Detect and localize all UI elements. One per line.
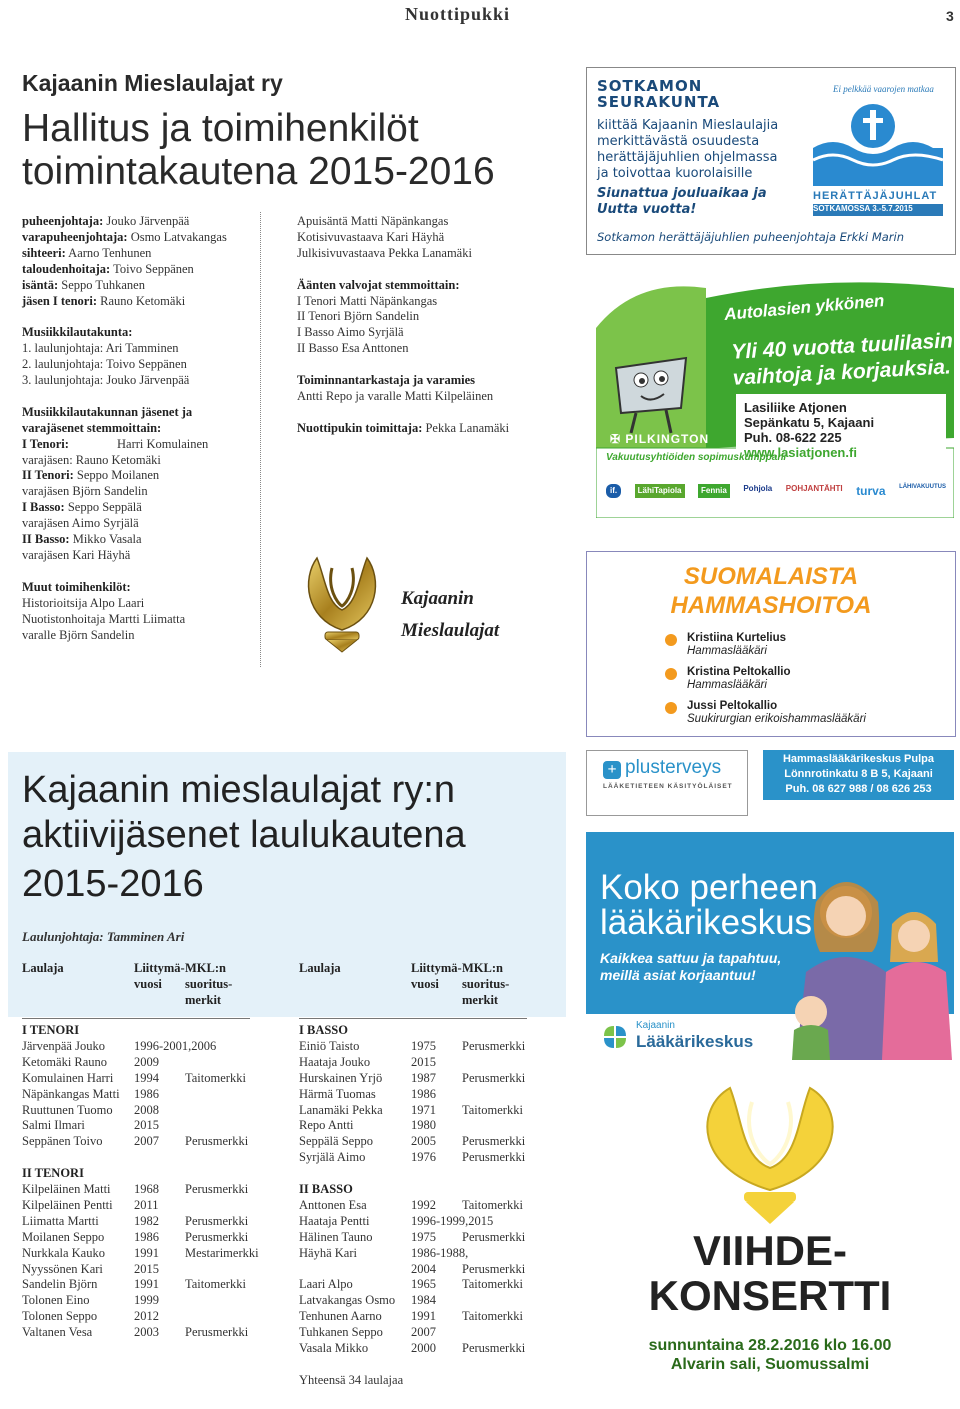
join-year: 2011 bbox=[134, 1197, 159, 1212]
ad-sotkamo: SOTKAMON SEURAKUNTA kiittää Kajaanin Mieslaulajia merkittävästä osuudesta herättäjäjuhlien ohjelmassa ja toivottaa kuorolaisille Siunattua jouluaikaa ja Uutta vuotta! Ei pelkkää vaarojen matkaa HERÄTTÄJÄJUHLAT SOTKAMOSSA 3.-5.7.2015 Sotkamon herättäjäjuhlien puheenjohtaja Erkki Marin bbox=[586, 67, 956, 255]
table-row bbox=[299, 1341, 525, 1357]
dentist-item: Kristiina Kurtelius Hammaslääkäri bbox=[687, 632, 866, 666]
laakarikeskus-logo-icon bbox=[600, 1022, 630, 1052]
badge: Perusmerkki bbox=[185, 1213, 249, 1228]
table-header: Laulaja Liittymä-MKL:n vuosi suoritus- merkit bbox=[299, 961, 510, 1007]
members-table-left bbox=[22, 1023, 259, 1341]
badge: Taitomerkki bbox=[462, 1102, 523, 1117]
table-row bbox=[299, 1325, 525, 1341]
table-row bbox=[22, 1103, 259, 1119]
table-row bbox=[22, 1071, 259, 1087]
singer-name: Haataja Pentti bbox=[299, 1213, 370, 1228]
dentist-item: Kristina Peltokallio Hammaslääkäri bbox=[687, 666, 866, 700]
members-total: Yhteensä 34 laulajaa bbox=[299, 1373, 404, 1387]
singer-name: Seppälä Seppo bbox=[299, 1134, 373, 1149]
join-year: 2012 bbox=[134, 1309, 159, 1324]
table-row bbox=[299, 1103, 525, 1119]
table-rule bbox=[299, 1018, 527, 1019]
member-line: varajäsen Kari Häyhä bbox=[22, 548, 131, 562]
join-year: 1986 bbox=[411, 1086, 436, 1101]
members-table-right bbox=[299, 1023, 525, 1357]
join-year: 1991 bbox=[411, 1309, 436, 1324]
singer-name: Salmi Ilmari bbox=[22, 1118, 85, 1133]
section-heading: Muut toimihenkilöt: bbox=[22, 579, 131, 594]
section-heading: Äänten valvojat stemmoittain: bbox=[297, 277, 460, 292]
badge: Taitomerkki bbox=[185, 1070, 246, 1085]
badge: Perusmerkki bbox=[462, 1134, 526, 1149]
singer-name: Kilpeläinen Matti bbox=[22, 1182, 111, 1197]
table-header: Laulaja Liittymä-MKL:n vuosi suoritus- merkit bbox=[22, 961, 233, 1007]
ad-viihdekonsertti: VIIHDE- KONSERTTI sunnuntaina 28.2.2016 klo 16.00 Alvarin sali, Suomussalmi bbox=[586, 1068, 954, 1402]
join-year: 1996-1999,2015 bbox=[411, 1213, 494, 1228]
singer-name: Hälinen Tauno bbox=[299, 1229, 373, 1244]
join-year: 1996-2001,2006 bbox=[134, 1038, 217, 1053]
join-year: 1994 bbox=[134, 1070, 159, 1085]
badge: Perusmerkki bbox=[462, 1261, 526, 1276]
table-row bbox=[22, 1118, 259, 1134]
singer-name: Vasala Mikko bbox=[299, 1341, 369, 1356]
table-row bbox=[22, 1214, 259, 1230]
title-line: Hallitus ja toimihenkilöt bbox=[22, 107, 419, 150]
badge: Perusmerkki bbox=[462, 1150, 526, 1165]
member-line: varajäsen Björn Sandelin bbox=[22, 484, 148, 499]
join-year: 2015 bbox=[134, 1118, 159, 1133]
section-heading: Musiikkilautakunnan jäsenet ja bbox=[22, 404, 193, 419]
table-row bbox=[22, 1134, 259, 1150]
page-number: 3 bbox=[946, 8, 954, 24]
singer-name: Repo Antti bbox=[299, 1118, 354, 1133]
table-row bbox=[299, 1055, 525, 1071]
singer-name: Valtanen Vesa bbox=[22, 1325, 93, 1340]
table-row bbox=[299, 1071, 525, 1087]
table-row bbox=[299, 1262, 525, 1278]
join-year: 2004 bbox=[411, 1261, 436, 1276]
board-line: puheenjohtaja: Jouko Järvenpää bbox=[22, 214, 190, 228]
badge: Perusmerkki bbox=[185, 1182, 249, 1197]
singer-name: Liimatta Martti bbox=[22, 1213, 99, 1228]
auditor-line: Antti Repo ja varalle Matti Kilpeläinen bbox=[297, 388, 494, 403]
table-row bbox=[22, 1262, 259, 1278]
join-year: 1991 bbox=[134, 1245, 159, 1260]
badge: Perusmerkki bbox=[462, 1038, 526, 1053]
singer-name: Seppänen Toivo bbox=[22, 1134, 103, 1149]
badge: Perusmerkki bbox=[462, 1229, 526, 1244]
official-line: Nuotistonhoitaja Martti Liimatta bbox=[22, 611, 186, 626]
singer-name: Tolonen Eino bbox=[22, 1293, 90, 1308]
join-year: 1982 bbox=[134, 1213, 159, 1228]
singer-name: Anttonen Esa bbox=[299, 1197, 367, 1212]
table-row bbox=[299, 1293, 525, 1309]
badge: Taitomerkki bbox=[462, 1309, 523, 1324]
singer-name: Näpänkangas Matti bbox=[22, 1086, 120, 1101]
singer-name: Laari Alpo bbox=[299, 1277, 353, 1292]
table-row bbox=[299, 1230, 525, 1246]
singer-name: Ketomäki Rauno bbox=[22, 1054, 108, 1069]
badge: Taitomerkki bbox=[462, 1277, 523, 1292]
singer-name: Tenhunen Aarno bbox=[299, 1309, 382, 1324]
plusterveys-logo: + plusterveys LÄÄKETIETEEN KÄSITYÖLÄISET bbox=[586, 750, 748, 816]
table-row bbox=[22, 1277, 259, 1293]
ad-autolasi: Autolasien ykkönen Yli 40 vuotta tuulilasin vaihtoja ja korjauksia. Lasiliike Atjonen Sepänkatu 5, Kajaani Puh. 08-622 225 www.lasiatjonen.fi ✠ PILKINGTON Vakuutusyhtiöiden sopimuskumppani if. LähiTapiola Fennia Pohjola POHJANTÄHTI turva LÄHIVAKUUTUS bbox=[596, 278, 954, 518]
singer-name: Lanamäki Pekka bbox=[299, 1102, 383, 1117]
singer-name: Härmä Tuomas bbox=[299, 1086, 376, 1101]
voice-line: I Tenori Matti Näpänkangas bbox=[297, 293, 438, 308]
table-row bbox=[22, 1087, 259, 1103]
logo-text: Kajaanin bbox=[401, 588, 474, 609]
logo-text: Mieslaulajat bbox=[401, 620, 500, 641]
join-year: 1965 bbox=[411, 1277, 436, 1292]
singer-name: Sandelin Björn bbox=[22, 1277, 98, 1292]
join-year: 1971 bbox=[411, 1102, 436, 1117]
board-line: isäntä: Seppo Tuhkanen bbox=[22, 277, 145, 292]
table-row bbox=[22, 1055, 259, 1071]
join-year: 2003 bbox=[134, 1325, 159, 1340]
pulpa-contact: Hammaslääkärikeskus Pulpa Lönnrotinkatu 8 B 5, Kajaani Puh. 08 627 988 / 08 626 253 bbox=[763, 750, 954, 800]
ad-hammashoito: SUOMALAISTA HAMMASHOITOA Kristiina Kurtelius Hammaslääkäri Kristina Peltokallio Hammaslääkäri Jussi Peltokallio Suukirurgian erikoishammaslääkäri bbox=[586, 551, 956, 737]
join-year: 1999 bbox=[134, 1293, 159, 1308]
singer-name: Einiö Taisto bbox=[299, 1038, 360, 1053]
badge: Perusmerkki bbox=[462, 1341, 526, 1356]
committee-line: 2. laulunjohtaja: Toivo Seppänen bbox=[22, 357, 187, 372]
members-title: Kajaanin mieslaulajat ry:n aktiivijäsenet laulukautena 2015-2016 bbox=[22, 769, 466, 905]
singer-name: Haataja Jouko bbox=[299, 1054, 371, 1069]
table-row bbox=[299, 1246, 525, 1262]
join-year: 2015 bbox=[134, 1261, 159, 1276]
join-year: 2015 bbox=[411, 1054, 436, 1069]
join-year: 2000 bbox=[411, 1341, 436, 1356]
table-row bbox=[22, 1230, 259, 1246]
singer-name: Komulainen Harri bbox=[22, 1070, 114, 1085]
official-line: Julkisivuvastaava Pekka Lanamäki bbox=[297, 245, 472, 260]
join-year: 1986 bbox=[134, 1229, 159, 1244]
title-line: toimintakautena 2015-2016 bbox=[22, 150, 495, 193]
bullet-icon bbox=[665, 668, 677, 680]
badge: Taitomerkki bbox=[185, 1277, 246, 1292]
section-heading: Musiikkilautakunta: bbox=[22, 325, 133, 340]
badge: Mestarimerkki bbox=[185, 1245, 259, 1260]
join-year: 1975 bbox=[411, 1038, 436, 1053]
singer-name: Häyhä Kari bbox=[299, 1245, 357, 1260]
singer-name: Nyyssönen Kari bbox=[22, 1261, 103, 1276]
bullet-icon bbox=[665, 702, 677, 714]
board-line: sihteeri: Aarno Tenhunen bbox=[22, 245, 152, 260]
table-row bbox=[22, 1309, 259, 1325]
voice-section-title: II TENORI bbox=[22, 1166, 84, 1181]
join-year: 1984 bbox=[411, 1293, 436, 1308]
official-line: Kotisivuvastaava Kari Häyhä bbox=[297, 229, 445, 244]
join-year: 2007 bbox=[411, 1325, 436, 1340]
committee-line: 3. laulunjohtaja: Jouko Järvenpää bbox=[22, 373, 190, 388]
badge: Perusmerkki bbox=[185, 1325, 249, 1340]
singer-name: Tuhkanen Seppo bbox=[299, 1325, 383, 1340]
voice-line: II Tenori Björn Sandelin bbox=[297, 309, 420, 324]
singer-name: Latvakangas Osmo bbox=[299, 1293, 396, 1308]
join-year: 2009 bbox=[134, 1054, 159, 1069]
table-row bbox=[22, 1182, 259, 1198]
join-year: 1992 bbox=[411, 1197, 436, 1212]
badge: Perusmerkki bbox=[185, 1229, 249, 1244]
herattajajuhlat-logo: Ei pelkkää vaarojen matkaa HERÄTTÄJÄJUHLAT SOTKAMOSSA 3.-5.7.2015 bbox=[813, 80, 943, 210]
member-line: varajäsen Aimo Syrjälä bbox=[22, 516, 139, 531]
singer-name: Syrjälä Aimo bbox=[299, 1150, 366, 1165]
board-line: taloudenhoitaja: Toivo Seppänen bbox=[22, 261, 194, 276]
badge: Taitomerkki bbox=[462, 1197, 523, 1212]
lyre-icon bbox=[680, 1078, 860, 1228]
editor-line: Nuottipukin toimittaja: Pekka Lanamäki bbox=[297, 420, 510, 435]
voice-section-title: I TENORI bbox=[22, 1023, 80, 1037]
join-year: 1976 bbox=[411, 1150, 436, 1165]
table-row bbox=[299, 1214, 525, 1230]
voice-section-title: I BASSO bbox=[299, 1023, 348, 1037]
table-row bbox=[22, 1198, 259, 1214]
table-row bbox=[299, 1087, 525, 1103]
official-line: varalle Björn Sandelin bbox=[22, 627, 135, 642]
voice-line: I Basso Aimo Syrjälä bbox=[297, 325, 404, 340]
singer-name: Ruuttunen Tuomo bbox=[22, 1102, 113, 1117]
official-line: Apuisäntä Matti Näpänkangas bbox=[297, 214, 449, 228]
table-row bbox=[22, 1293, 259, 1309]
table-row bbox=[22, 1246, 259, 1262]
cross-wave-icon bbox=[813, 98, 943, 186]
dentist-item: Jussi Peltokallio Suukirurgian erikoishammaslääkäri bbox=[687, 700, 866, 734]
singer-name: Moilanen Seppo bbox=[22, 1229, 105, 1244]
join-year: 1991 bbox=[134, 1277, 159, 1292]
officials-column bbox=[297, 214, 567, 437]
voice-line: II Basso Esa Anttonen bbox=[297, 341, 409, 356]
board-line: varapuheenjohtaja: Osmo Latvakangas bbox=[22, 229, 227, 244]
singer-name: Järvenpää Jouko bbox=[22, 1038, 105, 1053]
section-heading: varajäsenet stemmoittain: bbox=[22, 420, 162, 435]
board-column bbox=[22, 214, 257, 643]
join-year: 2007 bbox=[134, 1134, 159, 1149]
join-year: 1987 bbox=[411, 1070, 436, 1085]
table-row bbox=[299, 1118, 525, 1134]
join-year: 2008 bbox=[134, 1102, 159, 1117]
masthead: Nuottipukki bbox=[405, 4, 511, 24]
column-divider bbox=[260, 212, 261, 667]
pilkington-logo: ✠ PILKINGTON bbox=[610, 432, 710, 446]
table-rule bbox=[22, 1018, 250, 1019]
member-line: I Tenori: Harri Komulainen bbox=[22, 436, 209, 451]
member-line: II Tenori: Seppo Moilanen bbox=[22, 468, 160, 483]
join-year: 1986 bbox=[134, 1086, 159, 1101]
page-title bbox=[22, 107, 542, 193]
singer-name: Tolonen Seppo bbox=[22, 1309, 98, 1324]
table-row bbox=[299, 1150, 525, 1166]
partner-logos: if. LähiTapiola Fennia Pohjola POHJANTÄHTI turva LÄHIVAKUUTUS bbox=[606, 484, 946, 498]
bullet-icon bbox=[665, 634, 677, 646]
badge: Perusmerkki bbox=[185, 1134, 249, 1149]
plus-icon: + bbox=[603, 761, 621, 779]
join-year: 1986-1988, bbox=[411, 1245, 469, 1260]
singer-name: Kilpeläinen Pentti bbox=[22, 1197, 113, 1212]
mascot-icon bbox=[606, 338, 696, 438]
table-row bbox=[22, 1039, 259, 1055]
table-row bbox=[299, 1277, 525, 1293]
singer-name: Nurkkala Kauko bbox=[22, 1245, 105, 1260]
official-line: Historioitsija Alpo Laari bbox=[22, 595, 145, 610]
section-heading: Toiminnantarkastaja ja varamies bbox=[297, 373, 476, 388]
ad-laakarikeskus: Koko perheen lääkärikeskus Kaikkea sattuu ja tapahtuu, meillä asiat korjaantuu! Kajaanin Lääkärikeskus bbox=[586, 832, 954, 1060]
table-row bbox=[299, 1309, 525, 1325]
member-line: varajäsen: Rauno Ketomäki bbox=[22, 452, 161, 467]
committee-line: 1. laulunjohtaja: Ari Tamminen bbox=[22, 341, 179, 356]
board-line: jäsen I tenori: Rauno Ketomäki bbox=[22, 293, 186, 308]
club-logo bbox=[297, 548, 507, 660]
member-line: II Basso: Mikko Vasala bbox=[22, 532, 142, 547]
table-row bbox=[22, 1325, 259, 1341]
join-year: 1980 bbox=[411, 1118, 436, 1133]
singer-name: Hurskainen Yrjö bbox=[299, 1070, 383, 1085]
voice-section-title: II BASSO bbox=[299, 1182, 353, 1197]
org-title: Kajaanin Mieslaulajat ry bbox=[22, 70, 283, 96]
member-line: I Basso: Seppo Seppälä bbox=[22, 500, 142, 515]
table-row bbox=[299, 1039, 525, 1055]
table-row bbox=[299, 1134, 525, 1150]
table-row bbox=[299, 1198, 525, 1214]
badge: Perusmerkki bbox=[462, 1070, 526, 1085]
join-year: 1968 bbox=[134, 1182, 159, 1197]
join-year: 2005 bbox=[411, 1134, 436, 1149]
conductor-label: Laulunjohtaja: Tamminen Ari bbox=[22, 929, 185, 944]
join-year: 1975 bbox=[411, 1229, 436, 1244]
